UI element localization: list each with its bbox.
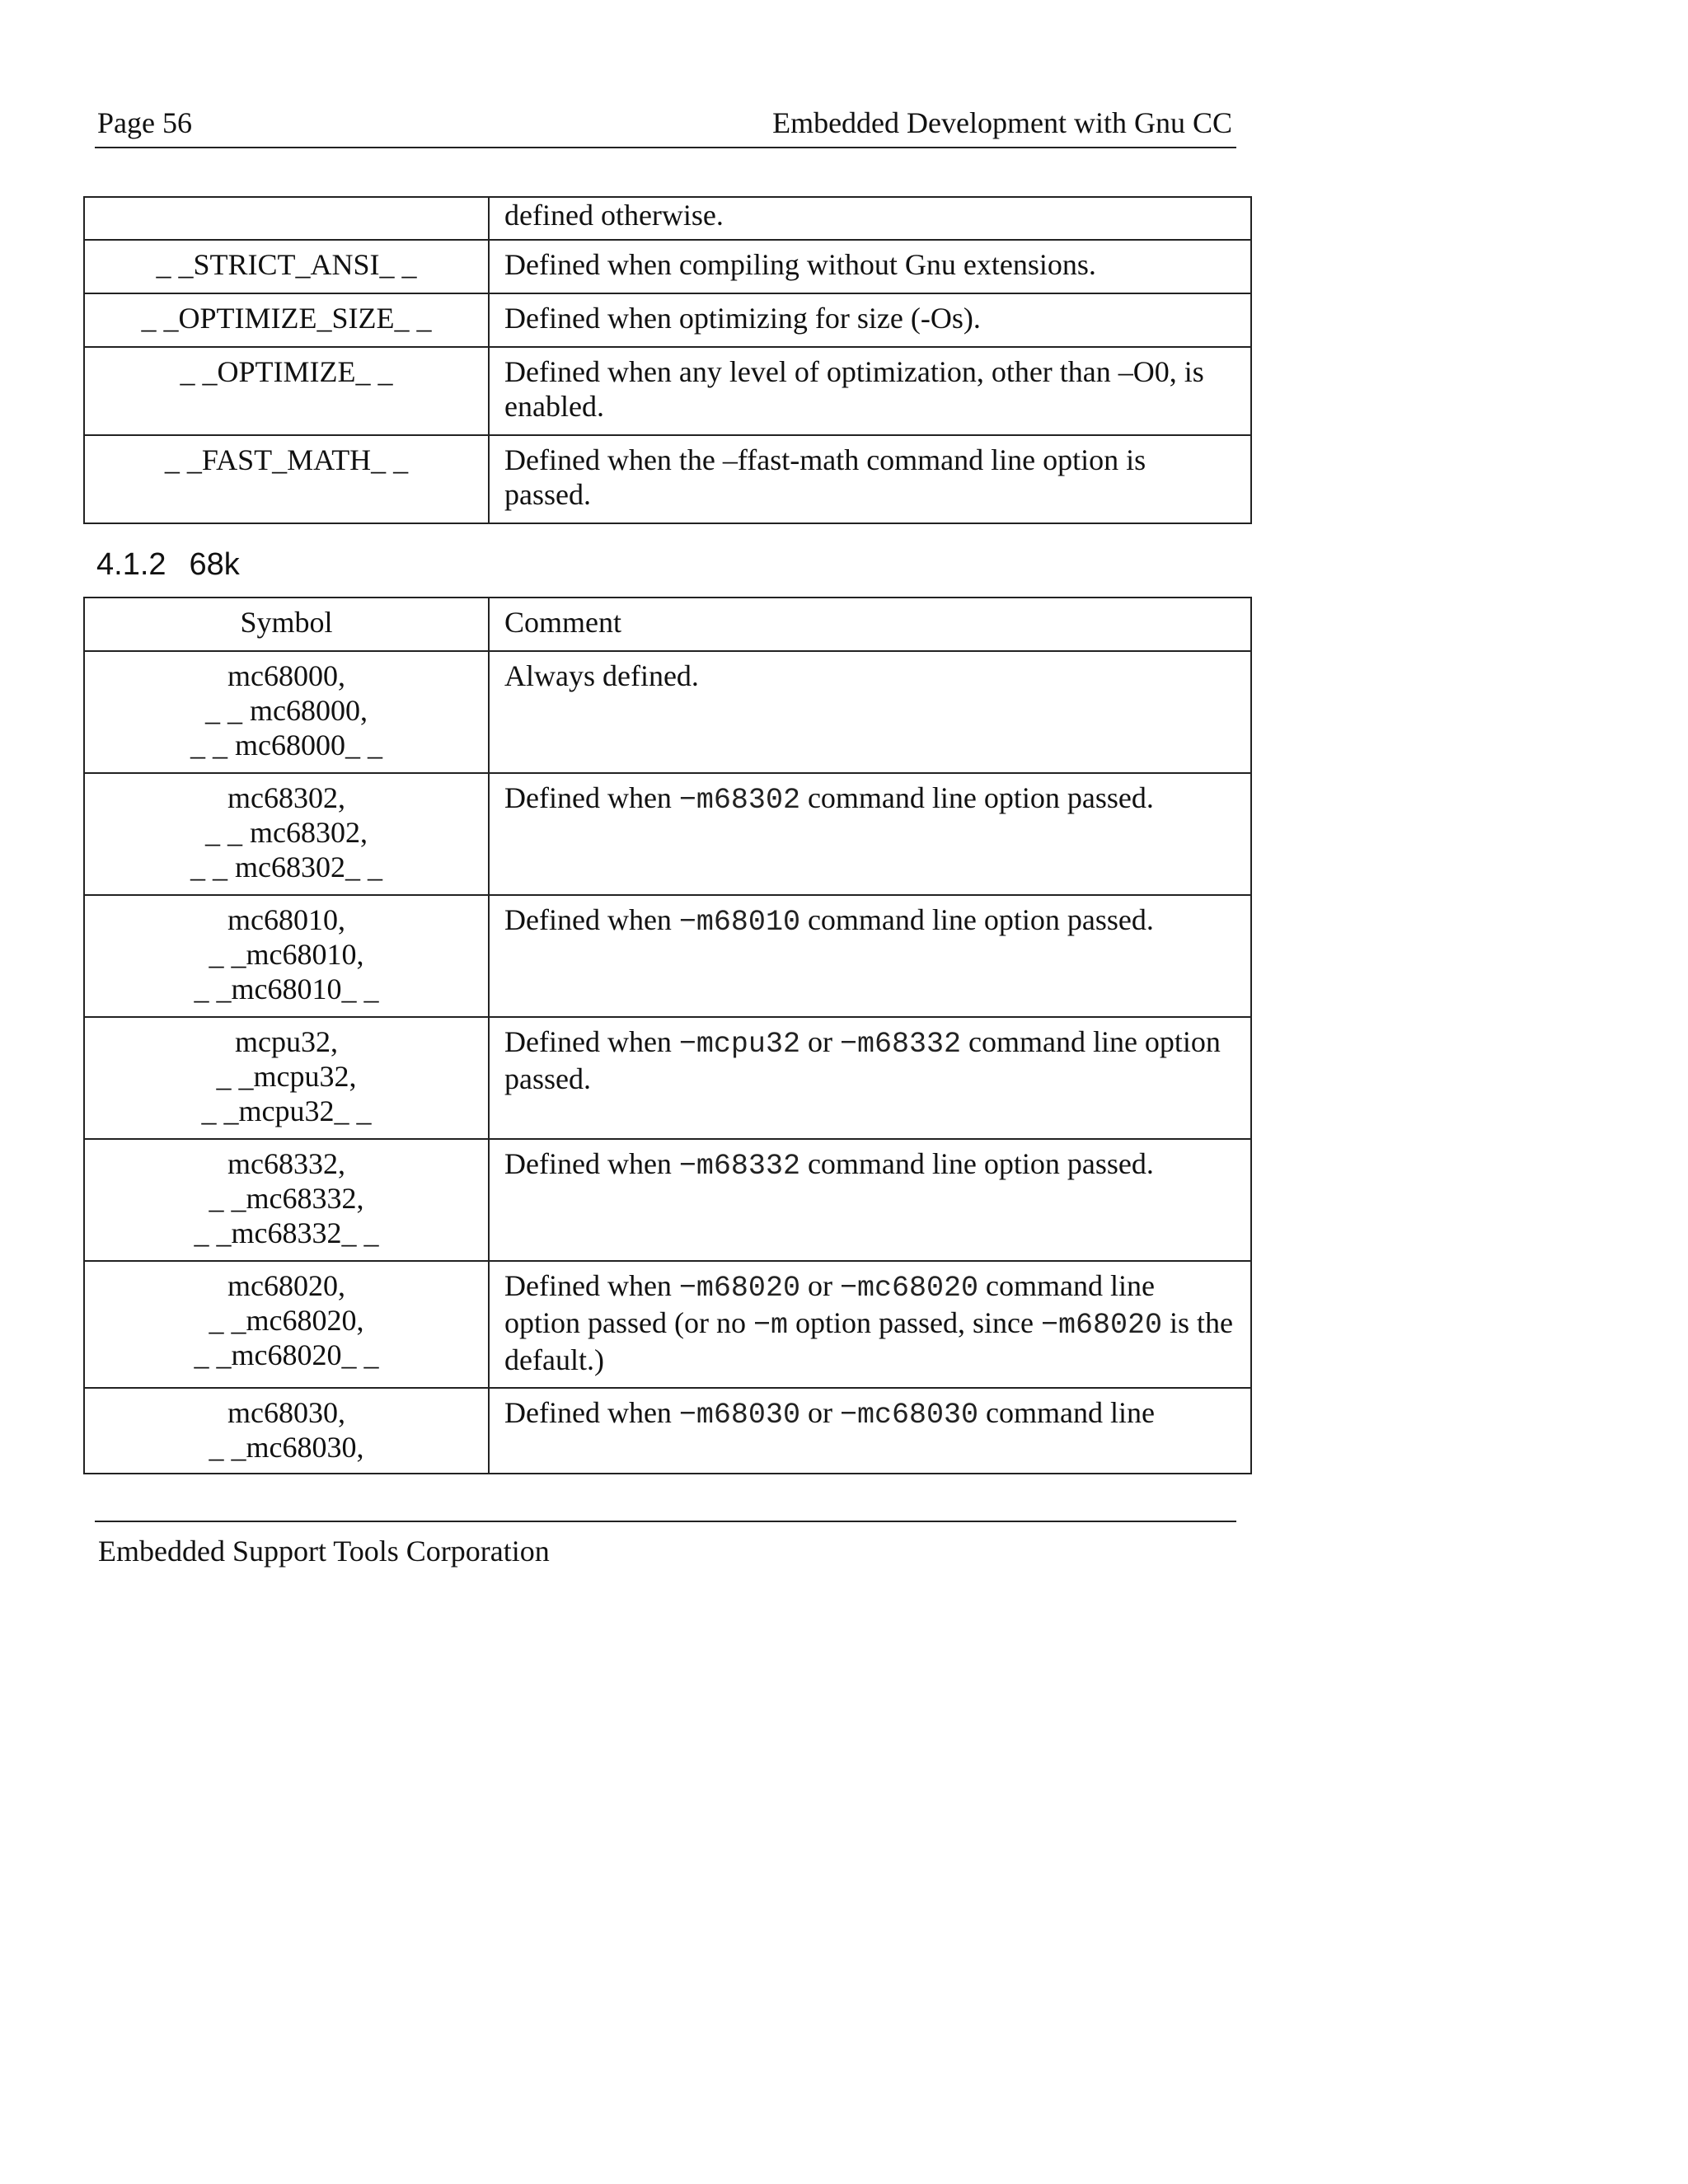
- symbol-name: _ _mcpu32_ _: [201, 1094, 372, 1127]
- symbol-cell: [84, 1017, 489, 1139]
- symbol-name: _ _mc68332,: [209, 1182, 364, 1215]
- symbol-name: _ _mc68020_ _: [194, 1338, 379, 1371]
- symbol-column-header: Symbol: [84, 598, 489, 651]
- page-footer: [95, 1521, 1236, 1568]
- command-option-code: −m68030: [678, 1399, 800, 1432]
- comment-text: or: [799, 1396, 840, 1429]
- command-option-code: −mcpu32: [678, 1028, 800, 1061]
- command-option-code: −m68332: [839, 1028, 961, 1061]
- symbol-name: _ _mc68332_ _: [194, 1216, 379, 1249]
- comment-text: Defined when: [504, 903, 679, 936]
- predefined-symbols-table-68k: [83, 597, 1252, 1474]
- comment-text: Defined when: [504, 781, 679, 814]
- running-title: Embedded Development with Gnu CC: [772, 106, 1232, 139]
- page-header: [95, 105, 1236, 148]
- comment-text: Always defined.: [504, 659, 699, 692]
- table-row: [84, 1261, 1251, 1388]
- command-option-code: −m68020: [678, 1272, 800, 1305]
- symbol-cell: [84, 1139, 489, 1261]
- comment-text: or: [799, 1025, 840, 1058]
- symbol-cell: _ _OPTIMIZE_SIZE_ _: [84, 293, 489, 347]
- comment-cell: Defined when compiling without Gnu extensions.: [489, 240, 1251, 293]
- symbol-cell: _ _OPTIMIZE_ _: [84, 347, 489, 435]
- comment-text: command line option passed.: [799, 1147, 1154, 1180]
- symbol-cell: _ _STRICT_ANSI_ _: [84, 240, 489, 293]
- command-option-code: −m68332: [678, 1150, 800, 1183]
- symbol-name: _ _mc68030,: [209, 1431, 364, 1464]
- table-header-row: [84, 598, 1251, 651]
- comment-cell: [489, 1139, 1251, 1261]
- command-option-code: −m68302: [678, 784, 800, 817]
- symbol-name: _ _ mc68302_ _: [190, 851, 382, 883]
- comment-text: Defined when: [504, 1025, 679, 1058]
- symbol-cell: [84, 1261, 489, 1388]
- symbol-name: _ _mcpu32,: [216, 1060, 357, 1093]
- symbol-name: mc68010,: [227, 903, 345, 936]
- symbol-name: mc68030,: [227, 1396, 345, 1429]
- comment-text: Defined when: [504, 1396, 679, 1429]
- table-row: [84, 197, 1251, 240]
- comment-text: is the default.): [504, 1306, 1233, 1376]
- symbol-name: _ _ mc68000_ _: [190, 729, 382, 762]
- footer-company: Embedded Support Tools Corporation: [98, 1535, 550, 1568]
- comment-cell: [489, 651, 1251, 773]
- table-row: [84, 1139, 1251, 1261]
- symbol-cell: [84, 651, 489, 773]
- page-number: Page 56: [97, 106, 192, 139]
- symbol-name: _ _mc68010,: [209, 938, 364, 971]
- section-number: 4.1.2: [96, 547, 166, 582]
- symbol-name: _ _ mc68302,: [205, 816, 368, 849]
- comment-text: command line option passed (or no: [504, 1269, 1155, 1339]
- symbol-cell: [84, 895, 489, 1017]
- table-row: [84, 240, 1251, 293]
- comment-text: option passed, since: [787, 1306, 1041, 1339]
- comment-text: command line option passed.: [504, 1025, 1221, 1095]
- table-row: [84, 895, 1251, 1017]
- symbol-name: _ _mc68010_ _: [194, 972, 379, 1005]
- comment-cell: [489, 1017, 1251, 1139]
- table-row: [84, 435, 1251, 523]
- command-option-code: −m68010: [678, 906, 800, 939]
- comment-text: or: [799, 1269, 840, 1302]
- predefined-symbols-table-continued: [83, 196, 1252, 524]
- comment-cell: Defined when optimizing for size (-Os).: [489, 293, 1251, 347]
- comment-text: Defined when: [504, 1147, 679, 1180]
- comment-cell: [489, 1261, 1251, 1388]
- symbol-name: mc68302,: [227, 781, 345, 814]
- comment-text: Defined when: [504, 1269, 679, 1302]
- comment-cell: [489, 895, 1251, 1017]
- symbol-name: mc68000,: [227, 659, 345, 692]
- section-title: 68k: [189, 547, 240, 582]
- table-row: [84, 651, 1251, 773]
- symbol-name: mc68332,: [227, 1147, 345, 1180]
- symbol-name: _ _mc68020,: [209, 1304, 364, 1337]
- table-row: [84, 293, 1251, 347]
- comment-cell: [489, 773, 1251, 895]
- comment-text: command line: [978, 1396, 1155, 1429]
- symbol-cell: [84, 1388, 489, 1474]
- symbol-name: mcpu32,: [235, 1025, 338, 1058]
- table-row: [84, 1388, 1251, 1474]
- table-row: [84, 773, 1251, 895]
- comment-text: command line option passed.: [799, 781, 1154, 814]
- command-option-code: −mc68030: [839, 1399, 978, 1432]
- command-option-code: −m68020: [1040, 1309, 1162, 1342]
- command-option-code: −mc68020: [839, 1272, 978, 1305]
- symbol-name: mc68020,: [227, 1269, 345, 1302]
- comment-text: command line option passed.: [799, 903, 1154, 936]
- comment-cell: Defined when the –ffast-math command line option is passed.: [489, 435, 1251, 523]
- symbol-cell: [84, 773, 489, 895]
- table-row: [84, 1017, 1251, 1139]
- comment-column-header: Comment: [489, 598, 1251, 651]
- symbol-cell: _ _FAST_MATH_ _: [84, 435, 489, 523]
- section-heading: [96, 547, 240, 583]
- table-row: [84, 347, 1251, 435]
- symbol-name: _ _ mc68000,: [205, 694, 368, 727]
- symbol-cell: [84, 197, 489, 240]
- comment-cell: [489, 1388, 1251, 1474]
- comment-cell: defined otherwise.: [489, 197, 1251, 240]
- comment-cell: Defined when any level of optimization, other than –O0, is enabled.: [489, 347, 1251, 435]
- command-option-code: −m: [753, 1309, 788, 1342]
